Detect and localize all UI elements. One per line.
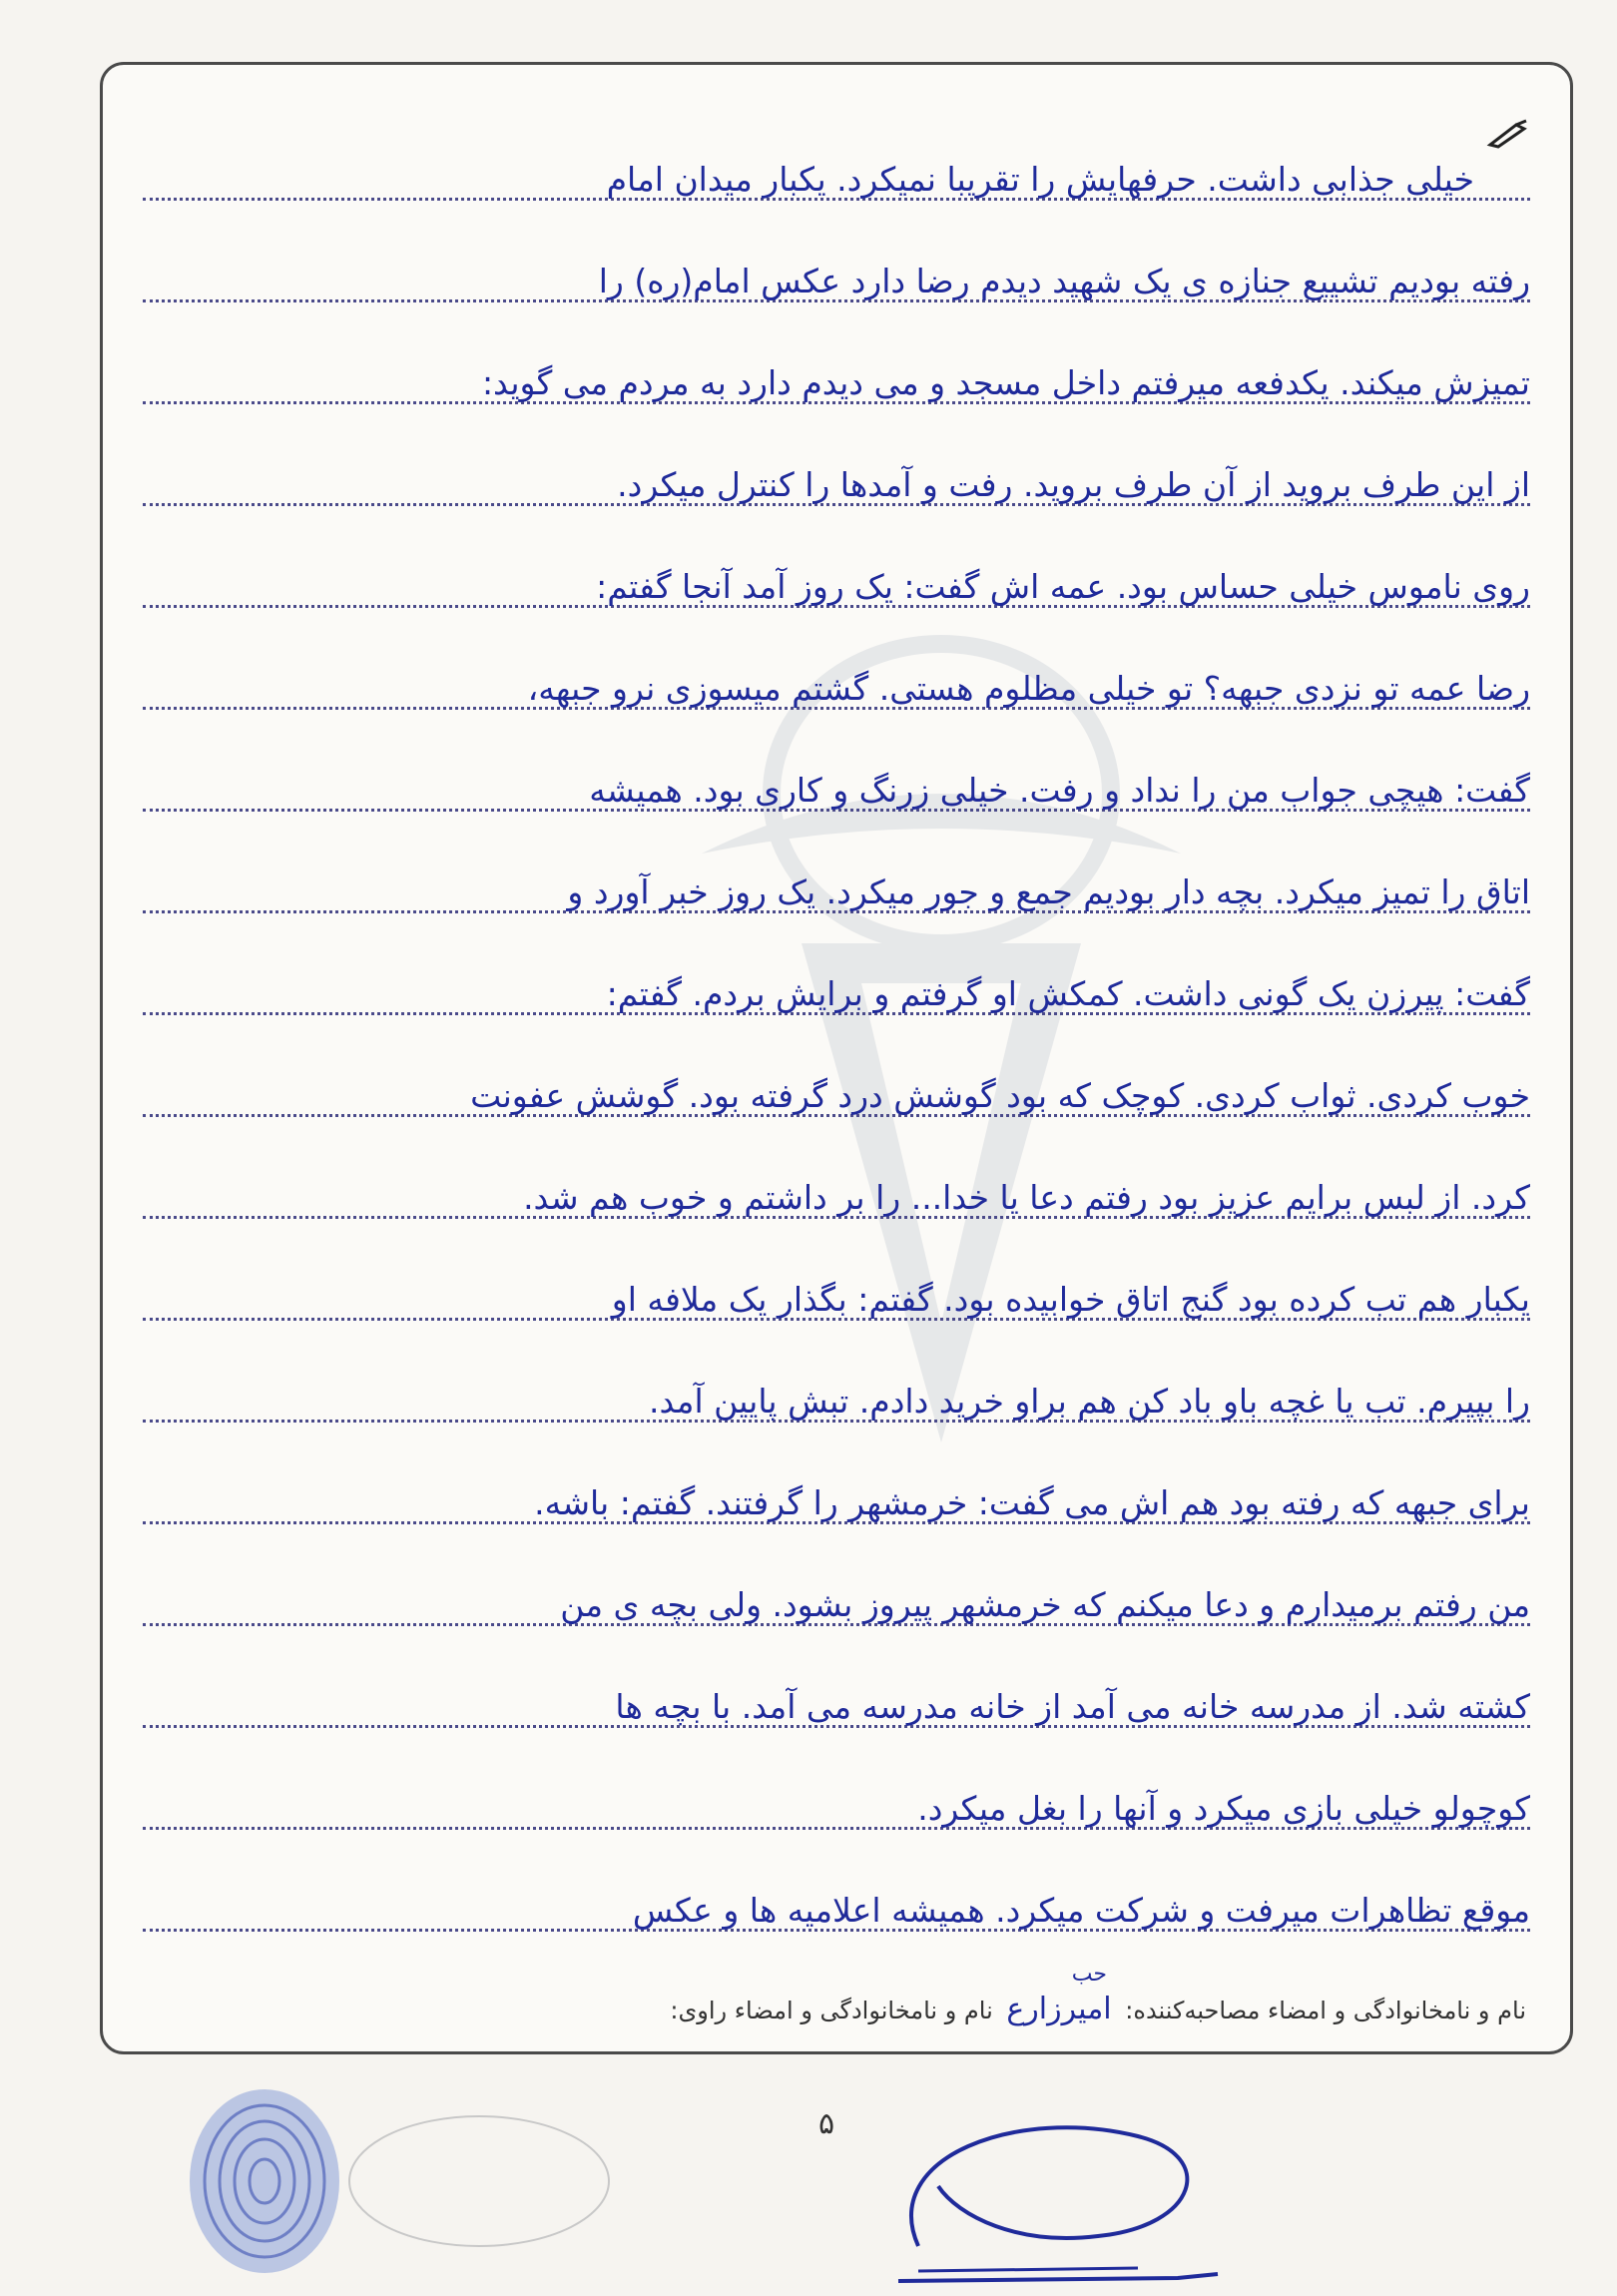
- line-text: من رفتم برمیدارم و دعا میکنم که خرمشهر پیروز بشود. ولی بچه ی من: [560, 1585, 1530, 1624]
- text-line-3: [143, 328, 1530, 430]
- line-text: گفت: پیرزن یک گونی داشت. کمکش او گرفتم و برایش بردم. گفتم:: [606, 974, 1530, 1013]
- text-line-9: [143, 939, 1530, 1041]
- interviewer-name: امیرزارع: [1006, 1992, 1112, 2026]
- text-line-18: [143, 1856, 1530, 1958]
- text-line-7: [143, 736, 1530, 838]
- line-text: را بپیرم. تب یا غچه باو باد کن هم براو خرید دادم. تبش پایین آمد.: [648, 1382, 1530, 1421]
- interviewer-label: نام و نامخانوادگی و امضاء مصاحبه‌کننده:: [1125, 1997, 1526, 2024]
- line-text: تمیزش میکند. یکدفعه میرفتم داخل مسجد و می دیدم دارد به مردم می گوید:: [481, 363, 1530, 402]
- text-line-4: [143, 430, 1530, 532]
- text-line-16: [143, 1652, 1530, 1754]
- line-text: خوب کردی. ثواب کردی. کوچک که بود گوشش درد گرفته بود. گوشش عفونت: [470, 1076, 1530, 1115]
- line-text: رضا عمه تو نزدی جبهه؟ تو خیلی مظلوم هستی. گشتم میسوزی نرو جبهه،: [527, 669, 1530, 708]
- pen-icon: [1486, 119, 1530, 149]
- thumbprint-icon: [180, 2081, 349, 2281]
- page-number: ۵: [818, 2106, 835, 2141]
- line-text: یکبار هم تب کرده بود گنج اتاق خوابیده بود. گفتم: بگذار یک ملافه او: [611, 1280, 1530, 1319]
- text-line-17: [143, 1754, 1530, 1856]
- text-line-6: [143, 634, 1530, 736]
- text-line-11: [143, 1143, 1530, 1245]
- line-text: رفته بودیم تشییع جنازه ی یک شهید دیدم رضا دارد عکس امام(ره) را: [598, 262, 1530, 300]
- signature-icon: [878, 2096, 1258, 2296]
- faint-oval-mark: [339, 2106, 619, 2256]
- handwritten-form-frame: [100, 62, 1573, 2054]
- line-text: برای جبهه که رفته بود هم اش می گفت: خرمشهر را گرفتند. گفتم: باشه.: [534, 1483, 1530, 1522]
- text-line-2: [143, 227, 1530, 328]
- handwritten-text-lines: [143, 125, 1530, 1958]
- text-line-1: [143, 125, 1530, 227]
- text-line-5: [143, 532, 1530, 634]
- text-line-15: [143, 1550, 1530, 1652]
- line-text: خیلی جذابی داشت. حرفهایش را تقریبا نمیکرد. یکبار میدان امام: [606, 160, 1474, 199]
- line-text: گفت: هیچی جواب من را نداد و رفت. خیلی زرنگ و کاری بود. همیشه: [589, 771, 1530, 810]
- line-text: اتاق را تمیز میکرد. بچه دار بودیم جمع و جور میکرد. یک روز خبر آورد و: [567, 872, 1530, 911]
- signature-footer: [670, 1962, 1526, 2026]
- line-text: کوچولو خیلی بازی میکرد و آنها را بغل میکرد.: [917, 1789, 1530, 1828]
- line-text: کشته شد. از مدرسه خانه می آمد از خانه مدرسه می آمد. با بچه ها: [615, 1687, 1530, 1726]
- text-line-12: [143, 1245, 1530, 1347]
- line-text: موقع تظاهرات میرفت و شرکت میکرد. همیشه اعلامیه ها و عکس: [632, 1891, 1530, 1930]
- text-line-8: [143, 838, 1530, 939]
- line-text: روی ناموس خیلی حساس بود. عمه اش گفت: یک روز آمد آنجا گفتم:: [596, 567, 1530, 606]
- text-line-14: [143, 1448, 1530, 1550]
- text-line-13: [143, 1347, 1530, 1448]
- interviewer-name-extra: حب: [1071, 1962, 1107, 1987]
- text-line-10: [143, 1041, 1530, 1143]
- line-text: کرد. از لبس برایم عزیز بود رفتم دعا یا خدا... را بر داشتم و خوب هم شد.: [523, 1178, 1530, 1217]
- narrator-label: نام و نامخانوادگی و امضاء راوی:: [670, 1997, 993, 2024]
- line-text: از این طرف بروید از آن طرف بروید. رفت و آمدها را کنترل میکرد.: [617, 465, 1530, 504]
